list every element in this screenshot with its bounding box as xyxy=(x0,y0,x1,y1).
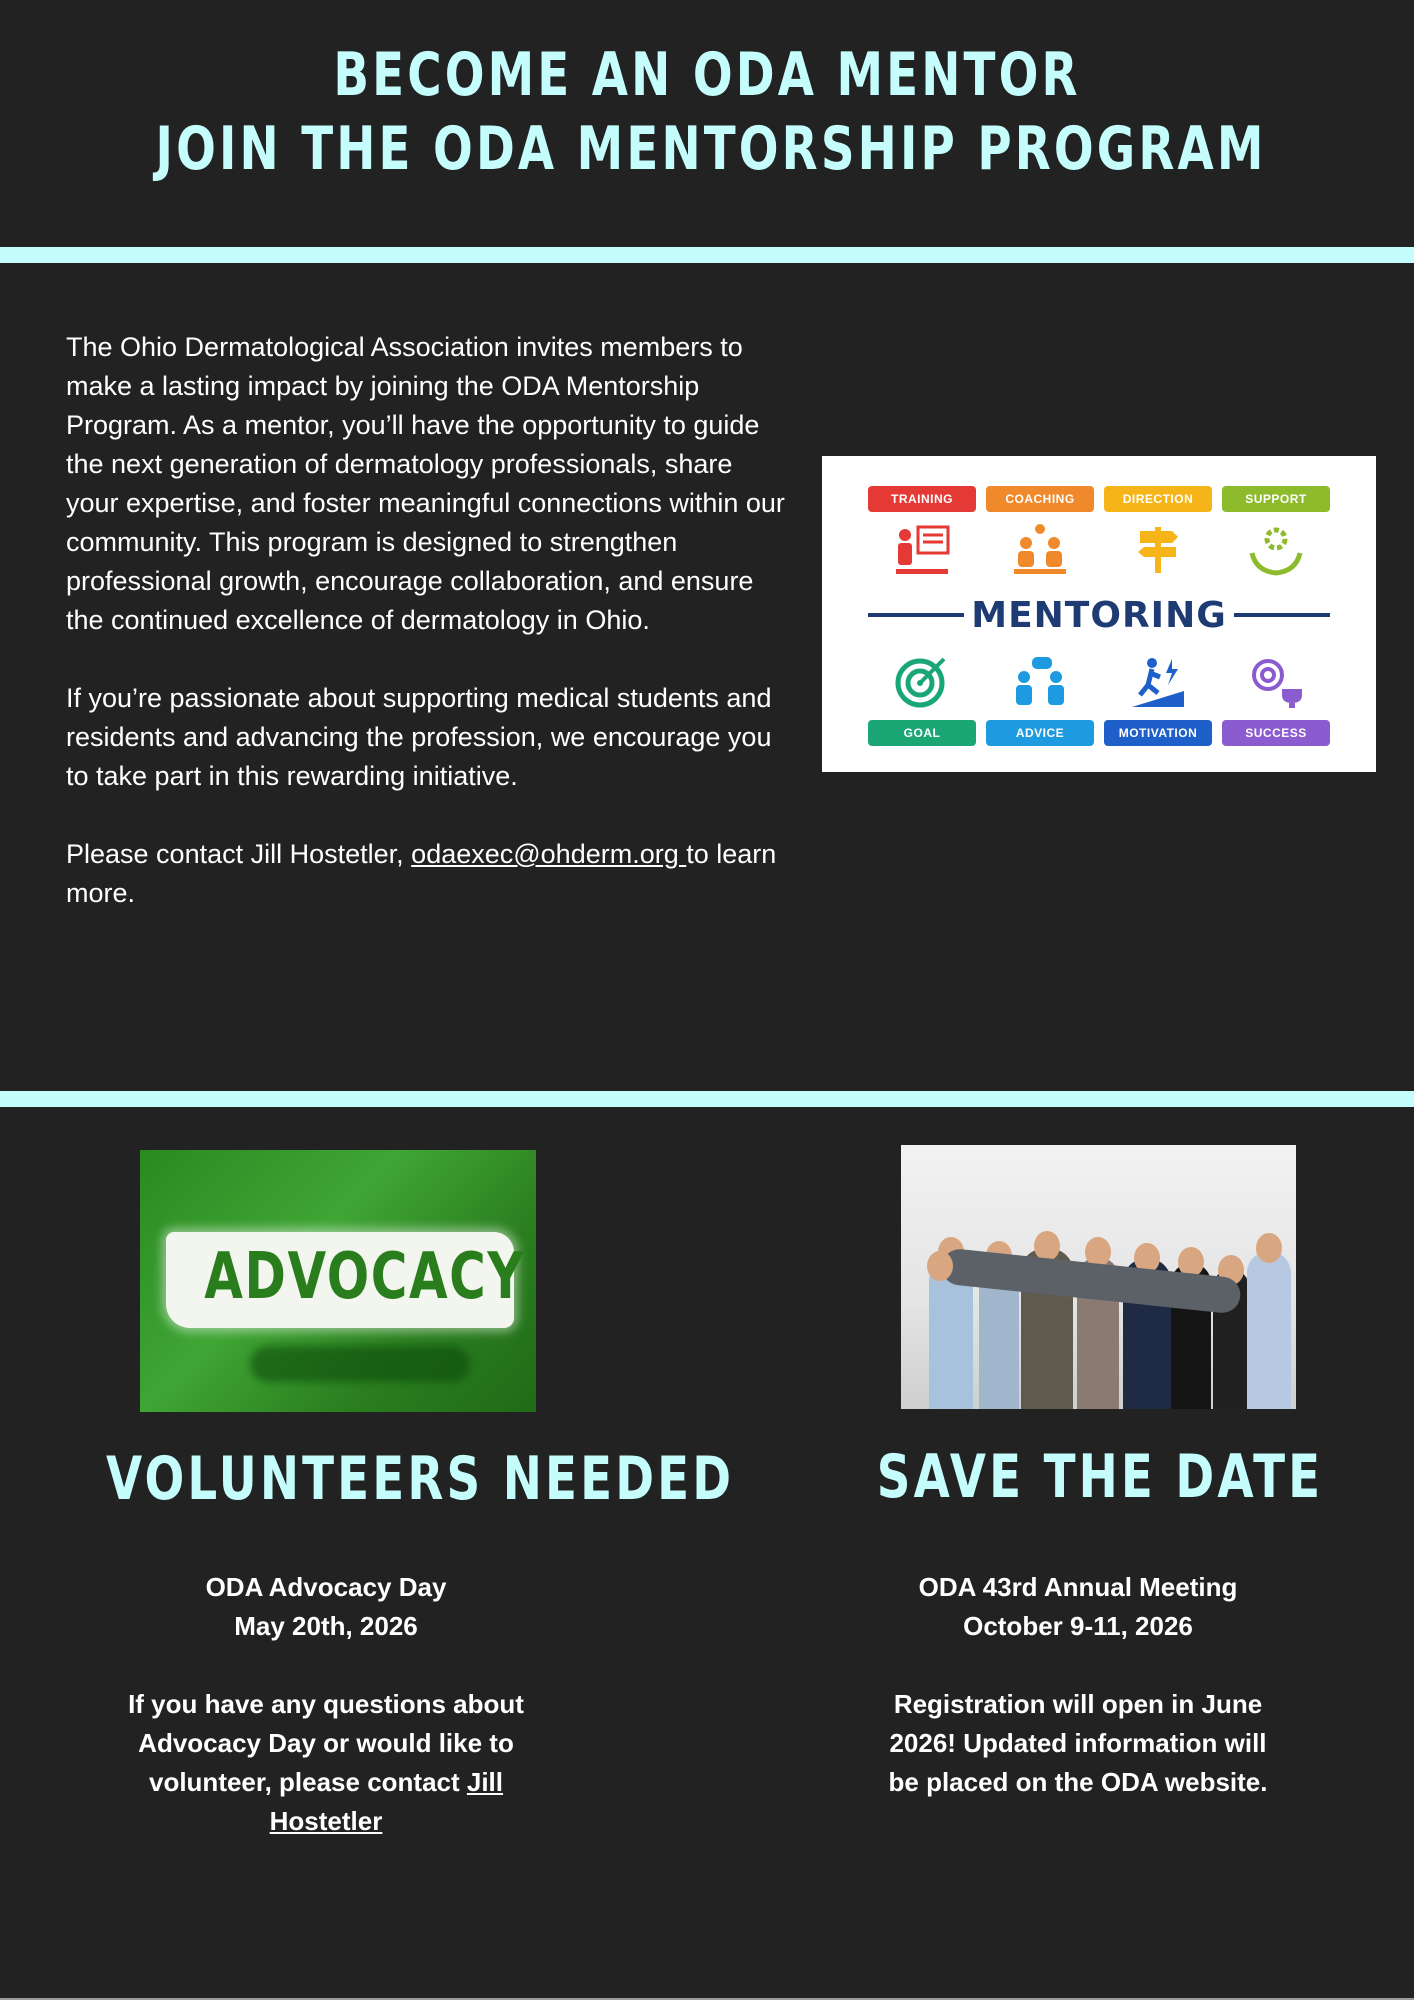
intro-paragraph-2: If you’re passionate about supporting medical students and residents and advancing the profession, we encourage you to take part in this rewarding initiative. xyxy=(66,683,772,791)
advocacy-image xyxy=(140,1150,536,1412)
contact-prefix: Please contact Jill Hostetler, xyxy=(66,839,412,869)
pill-direction: DIRECTION xyxy=(1104,486,1212,512)
training-icon xyxy=(868,520,976,580)
pill-success: SUCCESS xyxy=(1222,720,1330,746)
top-pill-row xyxy=(868,486,1330,512)
annual-meeting-date: October 9-11, 2026 xyxy=(963,1611,1193,1641)
jill-hostetler-link[interactable]: Jill Hostetler xyxy=(269,1767,504,1836)
group-photo xyxy=(901,1145,1296,1409)
mentorship-intro xyxy=(66,328,786,952)
bottom-icon-row xyxy=(868,652,1330,712)
volunteers-info xyxy=(126,1568,526,1880)
annual-meeting-name: ODA 43rd Annual Meeting xyxy=(918,1572,1238,1602)
pill-goal: GOAL xyxy=(868,720,976,746)
advocacy-event-name: ODA Advocacy Day xyxy=(205,1572,447,1602)
person-head xyxy=(927,1251,953,1281)
annual-meeting-block xyxy=(876,1568,1280,1646)
advice-icon xyxy=(986,652,1094,712)
volunteer-question-text: If you have any questions about Advocacy Day or would like to volunteer, please contact xyxy=(128,1689,524,1797)
pill-coaching: COACHING xyxy=(986,486,1094,512)
support-icon xyxy=(1222,520,1330,580)
pill-training: TRAINING xyxy=(868,486,976,512)
advocacy-word: ADVOCACY xyxy=(204,1240,526,1314)
title-line-1: BECOME AN ODA MENTOR xyxy=(333,40,1081,110)
motivation-icon xyxy=(1104,652,1212,712)
contact-suffix: to learn more. xyxy=(66,839,777,908)
coaching-icon xyxy=(986,520,1094,580)
top-icon-row xyxy=(868,520,1330,580)
volunteer-question xyxy=(126,1685,526,1841)
section-divider xyxy=(0,1091,1414,1107)
person-head xyxy=(1256,1233,1282,1263)
bottom-pill-row xyxy=(868,720,1330,746)
banner-rule-left xyxy=(868,613,964,617)
mentoring-graphic xyxy=(822,456,1376,772)
paint-shadow xyxy=(250,1346,470,1382)
volunteers-heading: VOLUNTEERS NEEDED xyxy=(106,1444,735,1514)
contact-paragraph xyxy=(66,835,786,913)
intro-paragraph-1: The Ohio Dermatological Association invites members to make a lasting impact by joining the ODA Mentorship Program. As a mentor, you’ll have the opportunity to guide the next generation of dermatology professionals, share your expertise, and foster meaningful connections within our community. This program is designed to strengthen professional growth, encourage collaboration, and ensure the continued excellence of dermatology in Ohio. xyxy=(66,332,785,635)
advocacy-event-date: May 20th, 2026 xyxy=(234,1611,418,1641)
title-line-2: JOIN THE ODA MENTORSHIP PROGRAM xyxy=(155,114,1267,184)
mentoring-banner xyxy=(868,590,1330,640)
mentoring-word: MENTORING xyxy=(971,594,1227,636)
pill-advice: ADVICE xyxy=(986,720,1094,746)
save-the-date-heading: SAVE THE DATE xyxy=(876,1442,1324,1512)
save-the-date-info xyxy=(876,1568,1280,1841)
advocacy-event-block xyxy=(126,1568,526,1646)
page-title xyxy=(0,38,1414,186)
goal-icon xyxy=(868,652,976,712)
person xyxy=(1247,1251,1291,1409)
success-icon xyxy=(1222,652,1330,712)
registration-text: Registration will open in June 2026! Updated information will be placed on the ODA website. xyxy=(888,1689,1268,1797)
contact-email-link[interactable]: odaexec@ohderm.org xyxy=(411,839,687,869)
pill-motivation: MOTIVATION xyxy=(1104,720,1212,746)
banner-rule-right xyxy=(1234,613,1330,617)
direction-icon xyxy=(1104,520,1212,580)
pill-support: SUPPORT xyxy=(1222,486,1330,512)
section-divider xyxy=(0,247,1414,263)
